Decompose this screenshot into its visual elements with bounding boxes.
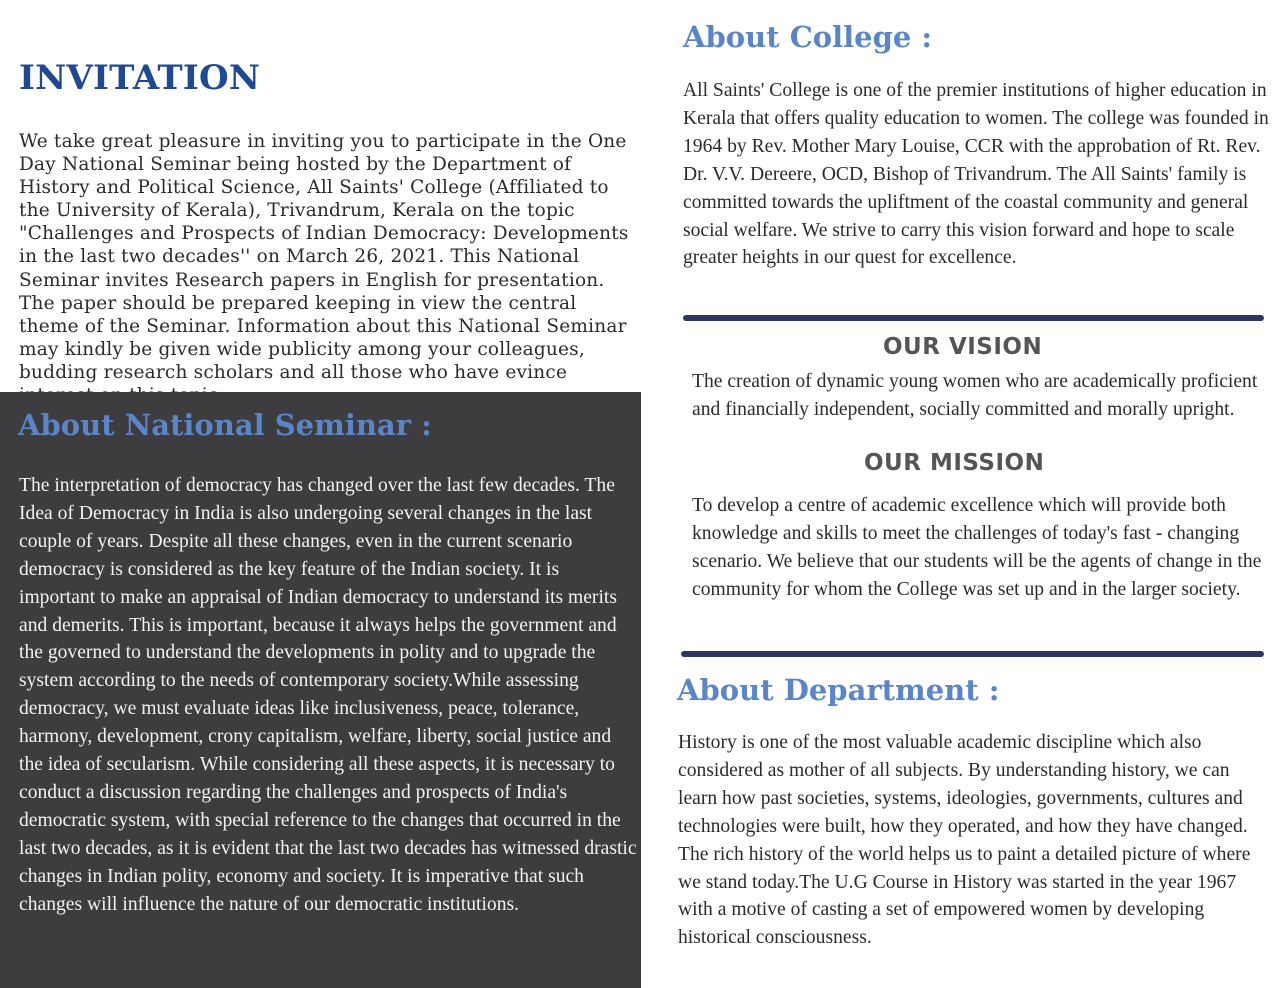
right-column <box>641 0 1280 988</box>
seminar-section <box>0 392 641 988</box>
seminar-title: About National Seminar : <box>18 408 432 442</box>
department-title: About Department : <box>677 673 1000 707</box>
college-title: About College : <box>683 20 933 54</box>
invitation-body: We take great pleasure in inviting you to participate in the One Day National Seminar being hosted by the Department of History and Political Science, All Saints' College (Affiliated to the University of Kerala), Trivandrum, Kerala on the topic "Challenges and Prospects of Indian Democracy: Developments in the last two decades'' on March 26, 2021. This National Seminar invites Research papers in English for presentation. The paper should be prepared keeping in view the central theme of the Seminar. Information about this National Seminar may kindly be given wide publicity among your colleagues, budding research scholars and all those who have evince <box>19 131 629 383</box>
college-body: All Saints' College is one of the premier institutions of higher education in Kerala that offers quality education to women. The college was founded in 1964 by Rev. Mother Mary Louise, CCR with the approbation of Rt. Rev. Dr. V.V. Dereere, OCD, Bishop of Trivandrum. The All Saints' family is committed towards the upliftment of the coastal community and general social welfare. We strive to carry this vision forward and hope to scale greater heights in our quest for excellence. <box>683 80 1269 269</box>
vision-heading: OUR VISION <box>883 334 1043 360</box>
section-divider <box>681 651 1264 657</box>
section-divider <box>683 315 1264 321</box>
department-body: History is one of the most valuable academic discipline which also considered as mother of all subjects. By understanding history, we can learn how past societies, systems, ideologies, governments, cultures and technologies were built, how they operated, and how they have changed. The rich history of the world helps us to paint a detailed picture of where we stand today.The U.G Course in History was started in the year 1967 with a motive of casting a set of empowered women by developing historical consciousness. <box>678 732 1251 949</box>
invitation-title: INVITATION <box>19 58 261 98</box>
mission-heading: OUR MISSION <box>864 450 1045 476</box>
mission-body: To develop a centre of academic excellence which will provide both knowledge and skills to meet the challenges of today's fast - changing scenario. We believe that our students will be the agents of change in the community for whom the College was set up and in the larger society. <box>692 495 1262 600</box>
seminar-body: The interpretation of democracy has changed over the last few decades. The Idea of Democracy in India is also undergoing several changes in the last couple of years. Despite all these changes, even in the current scenario democracy is considered as the key feature of the Indian society. It is important to make an appraisal of Indian democracy to understand its merits and demerits. This is important, because it always helps the government and the governed to understand the developments in polity and to upgrade the system according to the needs of contemporary society.While assessing democracy, we must evaluate ideas like inclusiveness, peace, tolerance, harmony, development, crony capitalism, welfare, liberty, social justice and the idea of secularism. While considering all these aspects, it is necessary to conduct a discussion regarding the challenges and prospects of India's democratic system, with special reference to the changes that occurred in the last two decades, as it is evident that the last two decades has witnessed drastic changes in Indian polity, economy and society. It is imperative that such changes will influence the nature of our democratic institutions. <box>19 475 637 915</box>
vision-body: The creation of dynamic young women who are academically proficient and financially independent, socially committed and morally upright. <box>692 371 1258 420</box>
invitation-section <box>0 0 641 392</box>
